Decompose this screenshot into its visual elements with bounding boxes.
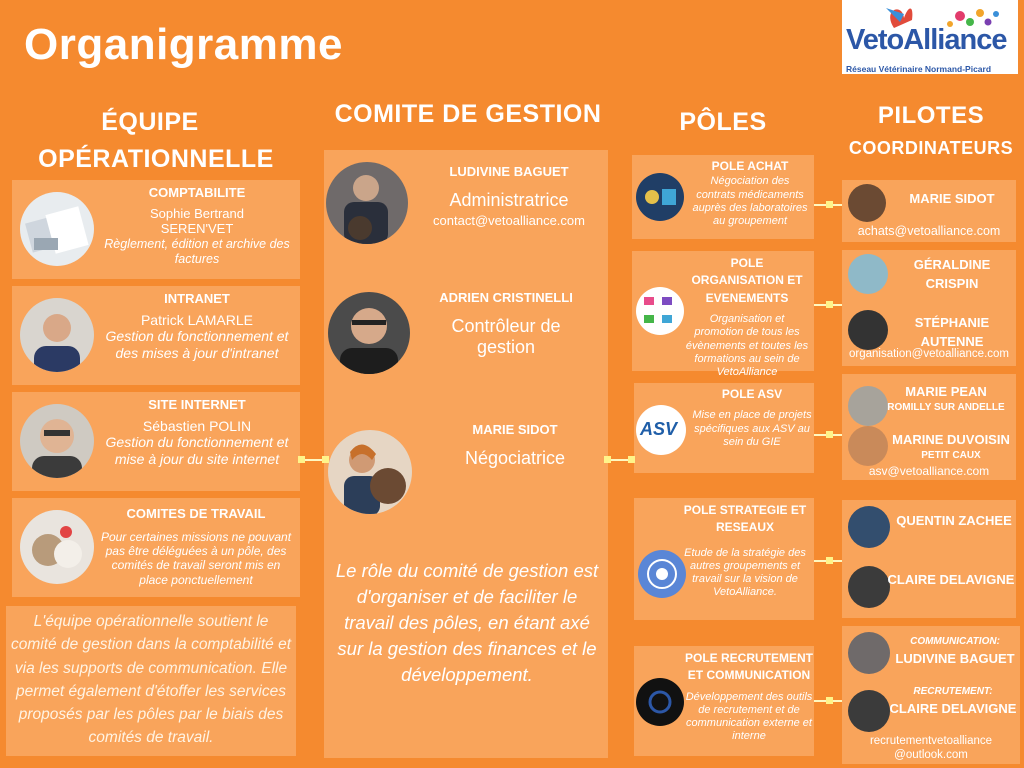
comptabilite-desc: Règlement, édition et archive des factures: [104, 236, 290, 266]
pole-asv: [634, 383, 814, 473]
pole-organisation: [632, 251, 814, 378]
site-internet-name: Sébastien POLIN: [142, 417, 252, 434]
intranet-title: INTRANET: [164, 291, 230, 306]
ludivine-name: LUDIVINE BAGUET: [449, 164, 569, 179]
pilote-asv-email[interactable]: asv@vetoalliance.com: [868, 464, 990, 478]
pole-strategie: [634, 498, 814, 620]
pilote-recrutement-label: RECRUTEMENT:: [913, 686, 993, 697]
pilote-claire2-photo: [848, 690, 890, 732]
pole-recrutement-title: POLE RECRUTEMENT ET COMMUNICATION: [684, 651, 813, 683]
pole-achat-title: POLE ACHAT: [711, 159, 789, 173]
pilote-quentin-photo: [848, 506, 890, 548]
pilote-stephanie-photo: [848, 310, 888, 350]
connector-node: [826, 431, 833, 438]
pilote-achat-photo: [848, 184, 886, 222]
connector-node: [628, 456, 635, 463]
pilote-marie-pean-name: MARIE PEAN: [905, 384, 987, 399]
intranet-photo: [20, 298, 94, 372]
ludivine-role: Administratrice: [449, 189, 569, 210]
ludivine-email[interactable]: contact@vetoalliance.com: [433, 213, 585, 229]
pilote-stephanie-name: STÉPHANIE AUTENNE: [914, 315, 990, 349]
equipe-intranet: [12, 286, 300, 385]
pilote-marine-loc: PETIT CAUX: [921, 449, 981, 461]
connector-node: [604, 456, 611, 463]
header-equipe: ÉQUIPE OPÉRATIONNELLE: [38, 108, 274, 173]
pilote-ludivine-photo: [848, 632, 890, 674]
pilote-achat-email[interactable]: achats@vetoalliance.com: [857, 224, 1001, 238]
connector-node: [322, 456, 329, 463]
pole-asv-desc: Mise en place de projets spécifiques aux ASV au sein du GIE: [692, 409, 812, 448]
pilote-communication-label: COMMUNICATION:: [910, 636, 1000, 647]
pilote-organisation: [842, 250, 1016, 366]
comite-panel: [324, 150, 608, 758]
equipe-note-box: [6, 606, 296, 756]
comites-photo: [20, 510, 94, 584]
intranet-name: Patrick LAMARLE: [140, 311, 254, 328]
comptabilite-title: COMPTABILITE: [148, 185, 246, 200]
comptabilite-name: Sophie Bertrand: [150, 205, 244, 221]
pole-recrutement: [634, 646, 814, 756]
vetoalliance-logo: VetoAlliance Réseau Vétérinaire Normand-Picard: [842, 0, 1018, 74]
pilote-achat: [842, 180, 1016, 242]
pilote-recrutement-email[interactable]: recrutementvetoalliance @outlook.com: [869, 735, 993, 762]
adrien-name: ADRIEN CRISTINELLI: [439, 290, 573, 305]
pilote-strategie: [842, 500, 1016, 618]
equipe-comptabilite: [12, 180, 300, 279]
header-poles: PÔLES: [679, 108, 767, 136]
adrien-role: Contrôleur de gestion: [451, 315, 561, 358]
marie-photo: [328, 430, 412, 514]
pole-organisation-icon: [636, 287, 684, 335]
connector-node: [826, 301, 833, 308]
ludivine-photo: [326, 162, 408, 244]
header-pilotes: PILOTES COORDINATEURS: [848, 102, 1014, 159]
marie-name: MARIE SIDOT: [472, 422, 558, 437]
header-comite: COMITE DE GESTION: [334, 100, 602, 128]
connector-node: [826, 201, 833, 208]
adrien-photo: [328, 292, 410, 374]
connector-node: [826, 697, 833, 704]
intranet-desc: Gestion du fonctionnement et des mises à jour d'intranet: [105, 328, 289, 362]
comptabilite-photo: [20, 192, 94, 266]
pole-strategie-title: POLE STRATEGIE ET RESEAUX: [683, 503, 807, 535]
pole-strategie-desc: Etude de la stratégie des autres groupements et travail sur la vision de VetoAlliance.: [684, 546, 806, 599]
pole-organisation-title: POLE ORGANISATION ET EVENEMENTS: [691, 256, 803, 305]
pilote-geraldine-name: GÉRALDINE CRISPIN: [913, 257, 991, 291]
pilote-marine-photo: [848, 426, 888, 466]
pilote-claire2-name: CLAIRE DELAVIGNE: [889, 701, 1017, 716]
page-title: Organigramme: [24, 20, 343, 69]
pilote-claire-name: CLAIRE DELAVIGNE: [887, 572, 1015, 587]
connector-node: [826, 557, 833, 564]
equipe-note: L'équipe opérationnelle soutient le comité de gestion dans la comptabilité et via les supports de communication. Elle permet également d'étoffer les services proposés par les pôles par le biais des comités de travail.: [10, 613, 292, 747]
pole-achat-desc: Négociation des contrats médicaments auprès des laboratoires au groupement: [692, 175, 808, 227]
pole-achat: [632, 155, 814, 239]
pilote-quentin-name: QUENTIN ZACHEE: [896, 513, 1012, 528]
pole-asv-icon: ASV: [636, 405, 686, 455]
site-internet-title: SITE INTERNET: [148, 397, 246, 412]
comite-note: Le rôle du comité de gestion est d'organiser et de faciliter le travail des pôles, en étant axé sur la gestion des finances et le développement.: [335, 560, 599, 685]
marie-role: Négociatrice: [464, 447, 566, 468]
connector-node: [298, 456, 305, 463]
pilote-marine-name: MARINE DUVOISIN: [892, 432, 1010, 447]
comites-title: COMITES DE TRAVAIL: [126, 506, 266, 521]
site-internet-desc: Gestion du fonctionnement et mise à jour du site internet: [105, 434, 289, 468]
pole-recrutement-desc: Développement des outils de recrutement et de communication externe et interne: [685, 690, 813, 743]
pilote-geraldine-photo: [848, 254, 888, 294]
pilote-marie-pean-loc: ROMILLY SUR ANDELLE: [887, 401, 1005, 413]
comptabilite-org: SEREN'VET: [160, 221, 234, 237]
pilote-asv: [842, 374, 1016, 480]
equipe-comites-travail: [12, 498, 300, 597]
pilote-ludivine-name: LUDIVINE BAGUET: [895, 651, 1015, 666]
pilote-achat-name: MARIE SIDOT: [909, 191, 995, 206]
pilote-organisation-email[interactable]: organisation@vetoalliance.com: [849, 348, 1009, 360]
pilote-recrutement: [842, 626, 1020, 764]
comites-desc: Pour certaines missions ne pouvant pas être déléguées à un pôle, des comités de travail seront mis en place ponctuellement: [100, 529, 292, 587]
pole-recrutement-icon: [636, 678, 684, 726]
pole-asv-title: POLE ASV: [721, 387, 783, 401]
pilote-claire-photo: [848, 566, 890, 608]
site-internet-photo: [20, 404, 94, 478]
equipe-site-internet: [12, 392, 300, 491]
pole-organisation-desc: Organisation et promotion de tous les évènements et toutes les formations au sein de VetoAlliance: [685, 313, 809, 378]
pole-achat-icon: [636, 173, 684, 221]
